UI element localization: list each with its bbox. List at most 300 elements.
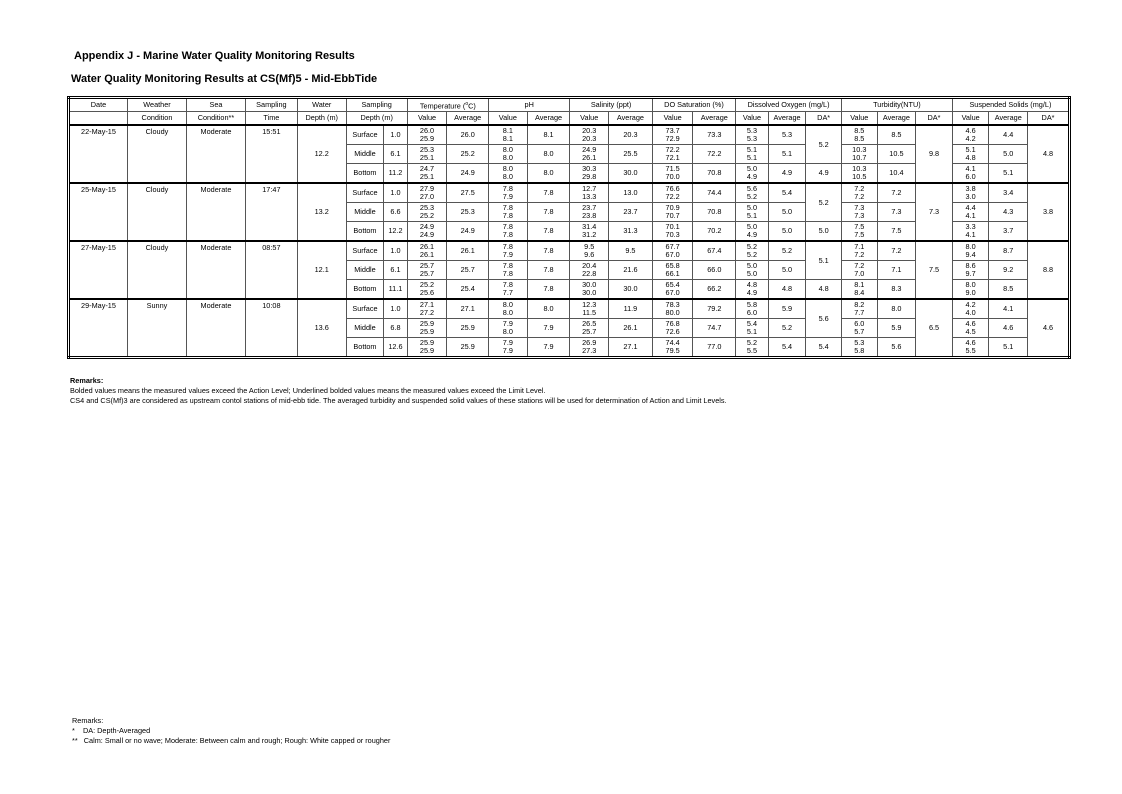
turbidity-da: 7.3 <box>916 183 953 241</box>
ph-average: 8.0 <box>527 299 570 319</box>
dissolved-oxygen-values-reading: 4.9 <box>746 288 758 297</box>
suspended-solids-average: 8.7 <box>989 241 1028 261</box>
sampling-depth-value: 1.0 <box>384 183 407 203</box>
suspended-solids-values <box>952 280 989 300</box>
temperature-values-reading: 25.1 <box>419 153 435 162</box>
temperature-values-reading: 25.1 <box>419 172 435 181</box>
dissolved-oxygen-values-reading: 4.9 <box>746 172 758 181</box>
turbidity-values-reading: 10.7 <box>852 153 867 162</box>
header-sea-2: Condition** <box>186 112 245 126</box>
salinity-values-reading: 24.9 <box>582 145 597 154</box>
suspended-solids-values-reading: 9.4 <box>965 250 976 259</box>
dissolved-oxygen-values-reading: 5.0 <box>746 203 758 212</box>
header-value: Value <box>489 112 528 126</box>
ph-values-reading: 7.9 <box>502 346 513 355</box>
suspended-solids-values-reading: 9.0 <box>965 288 976 297</box>
header-value: Value <box>652 112 693 126</box>
ph-values <box>489 338 528 358</box>
header-average: Average <box>989 112 1028 126</box>
do-saturation-values-reading: 74.4 <box>665 338 680 347</box>
turbidity-average: 7.3 <box>877 203 916 222</box>
temperature-values-reading: 24.7 <box>419 164 435 173</box>
do-saturation-values-reading: 65.8 <box>665 261 680 270</box>
page-title: Appendix J - Marine Water Quality Monitoring Results <box>74 50 355 62</box>
dissolved-oxygen-da-bottom: 4.9 <box>806 164 842 184</box>
suspended-solids-values <box>952 261 989 280</box>
ph-values <box>489 299 528 319</box>
salinity-average: 9.5 <box>609 241 653 261</box>
temperature-values-reading: 25.9 <box>419 134 435 143</box>
sampling-depth-value: 12.6 <box>384 338 407 358</box>
temperature-average: 26.0 <box>447 125 489 145</box>
ph-values <box>489 125 528 145</box>
sea-condition-cell: Moderate <box>186 241 245 299</box>
ph-values <box>489 145 528 164</box>
salinity-values <box>570 145 609 164</box>
salinity-values-reading: 30.0 <box>582 280 597 289</box>
suspended-solids-values <box>952 125 989 145</box>
sampling-depth-label: Middle <box>346 319 384 338</box>
water-depth-cell: 12.1 <box>297 241 346 299</box>
sampling-depth-label: Bottom <box>346 222 384 242</box>
remarks-line: ** Calm: Small or no wave; Moderate: Between calm and rough; Rough: White capped or rougher <box>72 736 391 745</box>
dissolved-oxygen-average: 5.3 <box>768 125 806 145</box>
salinity-average: 30.0 <box>609 280 653 300</box>
ph-values-reading: 7.9 <box>502 192 513 201</box>
turbidity-values <box>841 203 877 222</box>
turbidity-values-reading: 7.5 <box>854 230 865 239</box>
ph-values-reading: 8.0 <box>502 164 513 173</box>
do-saturation-values-reading: 72.2 <box>665 145 680 154</box>
suspended-solids-values-reading: 4.2 <box>965 300 976 309</box>
sea-condition-cell: Moderate <box>186 125 245 183</box>
temperature-values-reading: 26.1 <box>419 250 435 259</box>
turbidity-values-reading: 7.3 <box>854 211 865 220</box>
suspended-solids-values-reading: 5.5 <box>965 346 976 355</box>
suspended-solids-average: 4.4 <box>989 125 1028 145</box>
salinity-values-reading: 20.3 <box>582 134 597 143</box>
do-saturation-values-reading: 72.6 <box>665 327 680 336</box>
ph-values-reading: 7.8 <box>502 211 513 220</box>
header-average: Average <box>693 112 736 126</box>
temperature-values-reading: 27.0 <box>419 192 435 201</box>
salinity-values-reading: 13.3 <box>582 192 597 201</box>
suspended-solids-values-reading: 3.3 <box>965 222 976 231</box>
ph-values <box>489 183 528 203</box>
salinity-values <box>570 299 609 319</box>
salinity-values <box>570 183 609 203</box>
ph-values-reading: 7.9 <box>502 338 513 347</box>
suspended-solids-values-reading: 4.8 <box>965 153 976 162</box>
do-saturation-values <box>652 338 693 358</box>
salinity-values-reading: 26.5 <box>582 319 597 328</box>
suspended-solids-average: 3.4 <box>989 183 1028 203</box>
header-value: Value <box>841 112 877 126</box>
ph-values-reading: 8.0 <box>502 300 513 309</box>
sampling-depth-value: 6.8 <box>384 319 407 338</box>
remarks-action-levels <box>70 376 727 406</box>
turbidity-average: 7.1 <box>877 261 916 280</box>
sampling-depth-label: Middle <box>346 203 384 222</box>
ph-average: 7.8 <box>527 203 570 222</box>
turbidity-values-reading: 5.8 <box>854 346 865 355</box>
temperature-values-reading: 25.7 <box>419 261 435 270</box>
suspended-solids-values-reading: 4.2 <box>965 134 976 143</box>
sampling-depth-label: Middle <box>346 261 384 280</box>
temperature-values-reading: 25.3 <box>419 203 435 212</box>
turbidity-values-reading: 8.4 <box>854 288 865 297</box>
sampling-depth-value: 6.6 <box>384 203 407 222</box>
do-saturation-values-reading: 79.5 <box>665 346 680 355</box>
temperature-values <box>407 203 447 222</box>
suspended-solids-values-reading: 4.6 <box>965 338 976 347</box>
sampling-depth-value: 1.0 <box>384 299 407 319</box>
do-saturation-average: 74.4 <box>693 183 736 203</box>
header-value: Value <box>952 112 989 126</box>
dissolved-oxygen-values <box>736 164 769 184</box>
sampling-depth-value: 6.1 <box>384 145 407 164</box>
turbidity-values-reading: 10.3 <box>852 145 867 154</box>
temperature-values <box>407 280 447 300</box>
dissolved-oxygen-values-reading: 5.0 <box>746 222 758 231</box>
suspended-solids-values-reading: 9.7 <box>965 269 976 278</box>
water-depth-cell: 12.2 <box>297 125 346 183</box>
sampling-depth-label: Surface <box>346 299 384 319</box>
turbidity-da: 7.5 <box>916 241 953 299</box>
suspended-solids-values-reading: 3.0 <box>965 192 976 201</box>
do-saturation-average: 66.0 <box>693 261 736 280</box>
suspended-solids-average: 4.3 <box>989 203 1028 222</box>
dissolved-oxygen-da-bottom: 5.0 <box>806 222 842 242</box>
salinity-values <box>570 222 609 242</box>
do-saturation-values <box>652 203 693 222</box>
temperature-values-reading: 24.9 <box>419 230 435 239</box>
salinity-average: 27.1 <box>609 338 653 358</box>
weather-cell: Cloudy <box>127 241 186 299</box>
salinity-values <box>570 319 609 338</box>
temperature-average: 25.4 <box>447 280 489 300</box>
suspended-solids-values-reading: 4.4 <box>965 203 976 212</box>
turbidity-values-reading: 7.1 <box>854 242 865 251</box>
suspended-solids-values <box>952 145 989 164</box>
table-body <box>69 125 1070 358</box>
header-average: Average <box>609 112 653 126</box>
turbidity-values-reading: 7.3 <box>854 203 865 212</box>
dissolved-oxygen-values-reading: 6.0 <box>746 308 758 317</box>
temperature-values <box>407 319 447 338</box>
temperature-values-reading: 25.2 <box>419 211 435 220</box>
turbidity-da: 9.8 <box>916 125 953 183</box>
suspended-solids-average: 5.1 <box>989 164 1028 184</box>
do-saturation-average: 70.8 <box>693 164 736 184</box>
dissolved-oxygen-da: 5.6 <box>806 299 842 338</box>
dissolved-oxygen-values-reading: 5.2 <box>746 192 758 201</box>
temperature-values-reading: 24.9 <box>419 222 435 231</box>
header-sampling-time-2: Time <box>245 112 297 126</box>
dissolved-oxygen-average: 5.4 <box>768 338 806 358</box>
do-saturation-average: 79.2 <box>693 299 736 319</box>
dissolved-oxygen-values <box>736 338 769 358</box>
temperature-values <box>407 222 447 242</box>
temperature-values-reading: 25.6 <box>419 288 435 297</box>
sampling-time-cell: 15:51 <box>245 125 297 183</box>
header-sampling-time: Sampling <box>245 98 297 112</box>
do-saturation-values <box>652 261 693 280</box>
dissolved-oxygen-da: 5.1 <box>806 241 842 280</box>
suspended-solids-average: 4.6 <box>989 319 1028 338</box>
ph-values <box>489 203 528 222</box>
remarks-line: CS4 and CS(Mf)3 are considered as upstream contol stations of mid-ebb tide. The averaged turbidity and suspended solid values of these stations will be used for determination of Action and Limit Levels. <box>70 396 727 405</box>
date-cell: 27-May-15 <box>69 241 128 299</box>
turbidity-values-reading: 7.2 <box>854 192 865 201</box>
dissolved-oxygen-values-reading: 5.1 <box>746 145 758 154</box>
do-saturation-values-reading: 76.6 <box>665 184 680 193</box>
temperature-average: 25.9 <box>447 338 489 358</box>
ph-values <box>489 222 528 242</box>
dissolved-oxygen-values-reading: 5.3 <box>746 134 758 143</box>
dissolved-oxygen-values-reading: 5.2 <box>746 338 758 347</box>
header-weather-2: Condition <box>127 112 186 126</box>
suspended-solids-da: 3.8 <box>1028 183 1070 241</box>
dissolved-oxygen-values-reading: 5.1 <box>746 327 758 336</box>
header-suspended-solids: Suspended Solids (mg/L) <box>952 98 1069 112</box>
temperature-average: 27.1 <box>447 299 489 319</box>
remarks-heading: Remarks: <box>72 716 104 725</box>
turbidity-values <box>841 164 877 184</box>
sampling-depth-value: 11.2 <box>384 164 407 184</box>
do-saturation-values-reading: 70.1 <box>665 222 680 231</box>
turbidity-values-reading: 7.2 <box>854 184 865 193</box>
sampling-depth-value: 11.1 <box>384 280 407 300</box>
salinity-values <box>570 164 609 184</box>
header-da: DA* <box>806 112 842 126</box>
do-saturation-values-reading: 71.5 <box>665 164 680 173</box>
temperature-values-reading: 26.0 <box>419 126 435 135</box>
suspended-solids-values-reading: 4.6 <box>965 126 976 135</box>
dissolved-oxygen-values-reading: 5.5 <box>746 346 758 355</box>
salinity-values <box>570 280 609 300</box>
salinity-average: 20.3 <box>609 125 653 145</box>
header-date: Date <box>69 98 128 112</box>
header-average: Average <box>768 112 806 126</box>
salinity-average: 30.0 <box>609 164 653 184</box>
suspended-solids-values <box>952 338 989 358</box>
turbidity-values <box>841 319 877 338</box>
do-saturation-values-reading: 70.7 <box>665 211 680 220</box>
turbidity-values-reading: 7.0 <box>854 269 865 278</box>
suspended-solids-values-reading: 8.0 <box>965 242 976 251</box>
ph-values <box>489 241 528 261</box>
salinity-values-reading: 23.8 <box>582 211 597 220</box>
do-saturation-average: 73.3 <box>693 125 736 145</box>
header-weather: Weather <box>127 98 186 112</box>
temperature-values <box>407 261 447 280</box>
suspended-solids-average: 3.7 <box>989 222 1028 242</box>
dissolved-oxygen-average: 4.8 <box>768 280 806 300</box>
temperature-values-reading: 26.1 <box>419 242 435 251</box>
table-row <box>69 125 1070 145</box>
turbidity-values <box>841 222 877 242</box>
ph-values-reading: 7.7 <box>502 288 513 297</box>
temperature-average: 25.3 <box>447 203 489 222</box>
temperature-values-reading: 27.9 <box>419 184 435 193</box>
temperature-values-reading: 25.2 <box>419 280 435 289</box>
dissolved-oxygen-values-reading: 5.1 <box>746 153 758 162</box>
turbidity-values <box>841 299 877 319</box>
salinity-average: 21.6 <box>609 261 653 280</box>
header-temperature: Temperature ($^o$C) <box>407 98 488 112</box>
suspended-solids-da: 8.8 <box>1028 241 1070 299</box>
turbidity-values <box>841 280 877 300</box>
ph-values-reading: 7.8 <box>502 222 513 231</box>
salinity-values-reading: 31.2 <box>582 230 597 239</box>
salinity-values <box>570 241 609 261</box>
dissolved-oxygen-values <box>736 203 769 222</box>
suspended-solids-values <box>952 183 989 203</box>
ph-average: 7.8 <box>527 261 570 280</box>
header-row-1 <box>69 98 1070 112</box>
turbidity-values-reading: 7.2 <box>854 250 865 259</box>
ph-values-reading: 7.8 <box>502 230 513 239</box>
sampling-depth-label: Surface <box>346 241 384 261</box>
do-saturation-values-reading: 78.3 <box>665 300 680 309</box>
temperature-average: 27.5 <box>447 183 489 203</box>
header-average: Average <box>527 112 570 126</box>
dissolved-oxygen-da: 5.2 <box>806 125 842 164</box>
do-saturation-values-reading: 76.8 <box>665 319 680 328</box>
sea-condition-cell: Moderate <box>186 183 245 241</box>
dissolved-oxygen-average: 5.0 <box>768 222 806 242</box>
ph-average: 7.8 <box>527 222 570 242</box>
sampling-depth-value: 12.2 <box>384 222 407 242</box>
dissolved-oxygen-average: 5.0 <box>768 203 806 222</box>
ph-values-reading: 7.9 <box>502 250 513 259</box>
suspended-solids-values-reading: 4.1 <box>965 164 976 173</box>
dissolved-oxygen-values <box>736 222 769 242</box>
date-cell: 22-May-15 <box>69 125 128 183</box>
header-value: Value <box>570 112 609 126</box>
do-saturation-values-reading: 80.0 <box>665 308 680 317</box>
suspended-solids-values-reading: 4.6 <box>965 319 976 328</box>
dissolved-oxygen-average: 5.9 <box>768 299 806 319</box>
salinity-values-reading: 25.7 <box>582 327 597 336</box>
salinity-values <box>570 338 609 358</box>
temperature-values <box>407 145 447 164</box>
turbidity-values <box>841 125 877 145</box>
suspended-solids-values-reading: 3.8 <box>965 184 976 193</box>
ph-values-reading: 7.8 <box>502 269 513 278</box>
ph-average: 7.8 <box>527 280 570 300</box>
do-saturation-values <box>652 299 693 319</box>
salinity-values-reading: 22.8 <box>582 269 597 278</box>
salinity-values-reading: 12.3 <box>582 300 597 309</box>
ph-values-reading: 7.9 <box>502 319 513 328</box>
dissolved-oxygen-da-bottom: 4.8 <box>806 280 842 300</box>
header-average: Average <box>447 112 489 126</box>
sampling-time-cell: 08:57 <box>245 241 297 299</box>
temperature-average: 24.9 <box>447 164 489 184</box>
salinity-average: 11.9 <box>609 299 653 319</box>
dissolved-oxygen-average: 5.2 <box>768 241 806 261</box>
salinity-average: 25.5 <box>609 145 653 164</box>
dissolved-oxygen-values-reading: 5.4 <box>746 319 758 328</box>
turbidity-average: 10.4 <box>877 164 916 184</box>
remarks-abbreviations <box>72 716 390 746</box>
dissolved-oxygen-values <box>736 319 769 338</box>
temperature-values <box>407 164 447 184</box>
temperature-values-reading: 25.3 <box>419 145 435 154</box>
dissolved-oxygen-values-reading: 5.1 <box>746 211 758 220</box>
do-saturation-values-reading: 70.9 <box>665 203 680 212</box>
ph-values-reading: 7.8 <box>502 280 513 289</box>
temperature-values-reading: 27.1 <box>419 300 435 309</box>
header-ph: pH <box>489 98 570 112</box>
do-saturation-values <box>652 145 693 164</box>
ph-average: 7.9 <box>527 319 570 338</box>
do-saturation-values-reading: 67.7 <box>665 242 680 251</box>
do-saturation-values-reading: 72.9 <box>665 134 680 143</box>
dissolved-oxygen-average: 5.1 <box>768 145 806 164</box>
turbidity-values-reading: 8.1 <box>854 280 865 289</box>
suspended-solids-values-reading: 4.5 <box>965 327 976 336</box>
ph-values-reading: 7.8 <box>502 261 513 270</box>
weather-cell: Sunny <box>127 299 186 358</box>
dissolved-oxygen-values <box>736 183 769 203</box>
ph-values-reading: 8.1 <box>502 134 513 143</box>
turbidity-da: 6.5 <box>916 299 953 358</box>
dissolved-oxygen-da-bottom: 5.4 <box>806 338 842 358</box>
dissolved-oxygen-values <box>736 261 769 280</box>
suspended-solids-average: 4.1 <box>989 299 1028 319</box>
do-saturation-average: 70.8 <box>693 203 736 222</box>
turbidity-average: 8.0 <box>877 299 916 319</box>
ph-values <box>489 280 528 300</box>
salinity-values-reading: 9.6 <box>584 250 595 259</box>
turbidity-values-reading: 8.2 <box>854 300 865 309</box>
temperature-values-reading: 25.9 <box>419 327 435 336</box>
salinity-values-reading: 9.5 <box>584 242 595 251</box>
ph-average: 8.0 <box>527 145 570 164</box>
turbidity-values-reading: 10.3 <box>852 164 867 173</box>
suspended-solids-da: 4.6 <box>1028 299 1070 358</box>
sampling-time-cell: 10:08 <box>245 299 297 358</box>
dissolved-oxygen-values-reading: 5.6 <box>746 184 758 193</box>
do-saturation-values <box>652 183 693 203</box>
salinity-values-reading: 27.3 <box>582 346 597 355</box>
ph-values-reading: 8.0 <box>502 327 513 336</box>
do-saturation-average: 67.4 <box>693 241 736 261</box>
salinity-values-reading: 11.5 <box>582 308 597 317</box>
remarks-line: Bolded values means the measured values exceed the Action Level; Underlined bolded values means the measured values exceed the Limit Level. <box>70 386 546 395</box>
header-do-saturation: DO Saturation (%) <box>652 98 735 112</box>
suspended-solids-values-reading: 4.1 <box>965 211 976 220</box>
turbidity-average: 8.5 <box>877 125 916 145</box>
header-water-depth: Water <box>297 98 346 112</box>
remarks-line: * DA: Depth-Averaged <box>72 726 151 735</box>
turbidity-values-reading: 8.5 <box>854 134 865 143</box>
header-average: Average <box>877 112 916 126</box>
dissolved-oxygen-values <box>736 145 769 164</box>
turbidity-values-reading: 8.5 <box>854 126 865 135</box>
dissolved-oxygen-average: 5.4 <box>768 183 806 203</box>
dissolved-oxygen-values <box>736 299 769 319</box>
header-sampling-depth: Sampling <box>346 98 407 112</box>
water-depth-cell: 13.6 <box>297 299 346 358</box>
dissolved-oxygen-values-reading: 5.0 <box>746 269 758 278</box>
ph-values-reading: 8.1 <box>502 126 513 135</box>
salinity-values-reading: 31.4 <box>582 222 597 231</box>
do-saturation-values-reading: 73.7 <box>665 126 680 135</box>
